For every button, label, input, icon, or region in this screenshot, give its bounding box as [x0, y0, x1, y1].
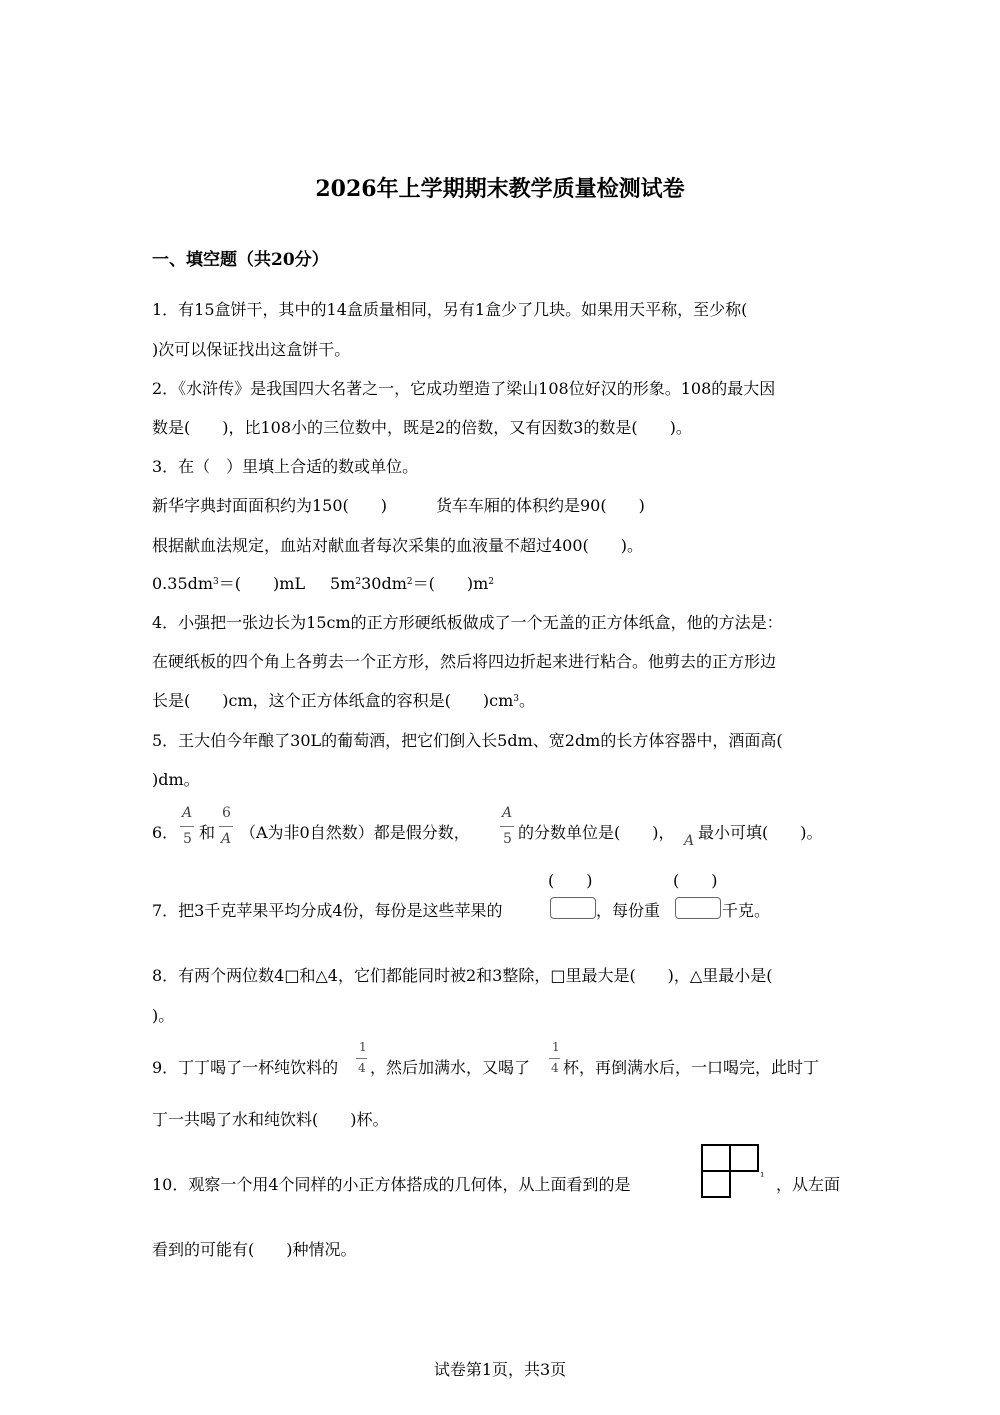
text: ＝( )m	[412, 574, 489, 593]
text: ＝( )mL	[218, 574, 306, 593]
question-8-line-1: 8．有两个两位数4□和△4，它们都能同时被2和3整除，□里最大是( )，△里最小是(	[152, 966, 773, 985]
question-3-item-b: 货车车厢的体积约是90( )	[436, 496, 645, 515]
fraction-3-denominator: 5	[503, 831, 512, 847]
question-10-post: ，从左面	[776, 1175, 841, 1194]
question-9-line-2: 丁一共喝了水和纯饮料( )杯。	[152, 1110, 389, 1129]
top-view-figure	[701, 1144, 759, 1198]
fraction-2-denominator: A	[221, 831, 232, 847]
question-3-item-c: 根据献血法规定，血站对献血者每次采集的血液量不超过400( )。	[152, 536, 644, 555]
question-10-line-2: 看到的可能有( )种情况。	[152, 1240, 357, 1259]
question-5-line-2: )dm。	[152, 770, 200, 789]
question-10-pre: 10．观察一个用4个同样的小正方体搭成的几何体，从上面看到的是	[152, 1175, 631, 1194]
question-1-line-2: )次可以保证找出这盒饼干。	[152, 340, 351, 359]
question-4-line-1: 4．小强把一张边长为15cm的正方形硬纸板做成了一个无盖的正方体纸盒，他的方法是：	[152, 613, 783, 632]
question-2-line-2: 数是( )，比108小的三位数中，既是2的倍数，又有因数3的数是( )。	[152, 418, 692, 437]
text: 长是( )cm，这个正方体纸盒的容积是( )cm	[152, 691, 514, 710]
exam-title: 2026年上学期期末教学质量检测试卷	[315, 176, 685, 202]
text: 30dm	[361, 574, 407, 593]
fraction-1-bar	[180, 826, 194, 827]
section-heading: 一、填空题（共20分）	[152, 250, 329, 270]
question-6-number: 6．	[152, 823, 179, 842]
question-6-text-3: 最小可填( )。	[698, 823, 823, 842]
question-9-post: 杯，再倒满水后，一口喝完，此时丁	[563, 1058, 820, 1077]
answer-box-1-bottom	[548, 899, 593, 919]
fraction-4-denominator: 4	[358, 1061, 366, 1075]
question-7-text: 7．把3千克苹果平均分成4份，每份是这些苹果的	[152, 901, 503, 920]
question-6-letter-a: A	[684, 833, 695, 849]
question-5-line-1: 5．王大伯今年酿了30L的葡萄酒，把它们倒入长5dm、宽2dm的长方体容器中，酒面高(	[152, 731, 783, 750]
fraction-3-numerator: A	[502, 805, 513, 821]
question-6-and: 和	[199, 823, 216, 842]
question-7-end: 千克。	[722, 901, 771, 920]
superscript: 2	[355, 577, 362, 587]
fraction-2-bar	[219, 826, 233, 827]
question-9-pre: 9．丁丁喝了一杯纯饮料的	[152, 1058, 339, 1077]
answer-box-2-top: ( )	[673, 871, 718, 890]
top-view-cell-3	[701, 1170, 731, 1198]
fraction-2-numerator: 6	[222, 805, 231, 821]
fraction-3-bar	[500, 826, 514, 827]
text: 5m	[330, 574, 356, 593]
question-3-item-a: 新华字典封面面积约为150( )	[152, 496, 388, 515]
fraction-5-denominator: 4	[551, 1061, 559, 1075]
question-9-mid: ，然后加满水，又喝了	[370, 1058, 531, 1077]
question-7-mid: ，每份重	[596, 901, 661, 920]
question-3-line-1: 3．在（ ）里填上合适的数或单位。	[152, 457, 419, 476]
fraction-1-denominator: 5	[183, 831, 192, 847]
superscript: 2	[406, 577, 413, 587]
superscript: 3	[513, 694, 519, 704]
fraction-4-numerator: 1	[359, 1040, 367, 1054]
question-3-item-d	[152, 574, 305, 594]
question-3-item-e	[330, 574, 494, 594]
question-4-line-2: 在硬纸板的四个角上各剪去一个正方形，然后将四边折起来进行粘合。他剪去的正方形边	[152, 652, 777, 671]
question-8-line-2: )。	[152, 1006, 175, 1025]
fraction-1-numerator: A	[182, 805, 193, 821]
top-view-cell-2	[729, 1144, 759, 1172]
superscript: 3	[213, 577, 219, 587]
question-6-text-1: （A为非0自然数）都是假分数，	[240, 823, 470, 842]
text: 0.35dm	[152, 574, 214, 593]
question-1-line-1: 1．有15盒饼干，其中的14盒质量相同，另有1盒少了几块。如果用天平称，至少称(	[152, 300, 748, 319]
fraction-4-bar	[356, 1058, 367, 1059]
page-footer: 试卷第1页，共3页	[433, 1360, 567, 1379]
figure-mark: ¹	[760, 1170, 765, 1183]
text: 。	[518, 691, 535, 710]
answer-box-2-bottom	[673, 899, 718, 919]
answer-box-1-top: ( )	[548, 871, 593, 890]
question-6-text-2: 的分数单位是( )，	[518, 823, 675, 842]
top-view-cell-1	[701, 1144, 731, 1172]
fraction-5-numerator: 1	[552, 1040, 560, 1054]
superscript: 2	[488, 577, 495, 587]
question-2-line-1: 2．《水浒传》是我国四大名著之一，它成功塑造了梁山108位好汉的形象。108的最大因	[152, 379, 776, 398]
question-4-line-3	[152, 691, 535, 711]
fraction-5-bar	[549, 1058, 560, 1059]
